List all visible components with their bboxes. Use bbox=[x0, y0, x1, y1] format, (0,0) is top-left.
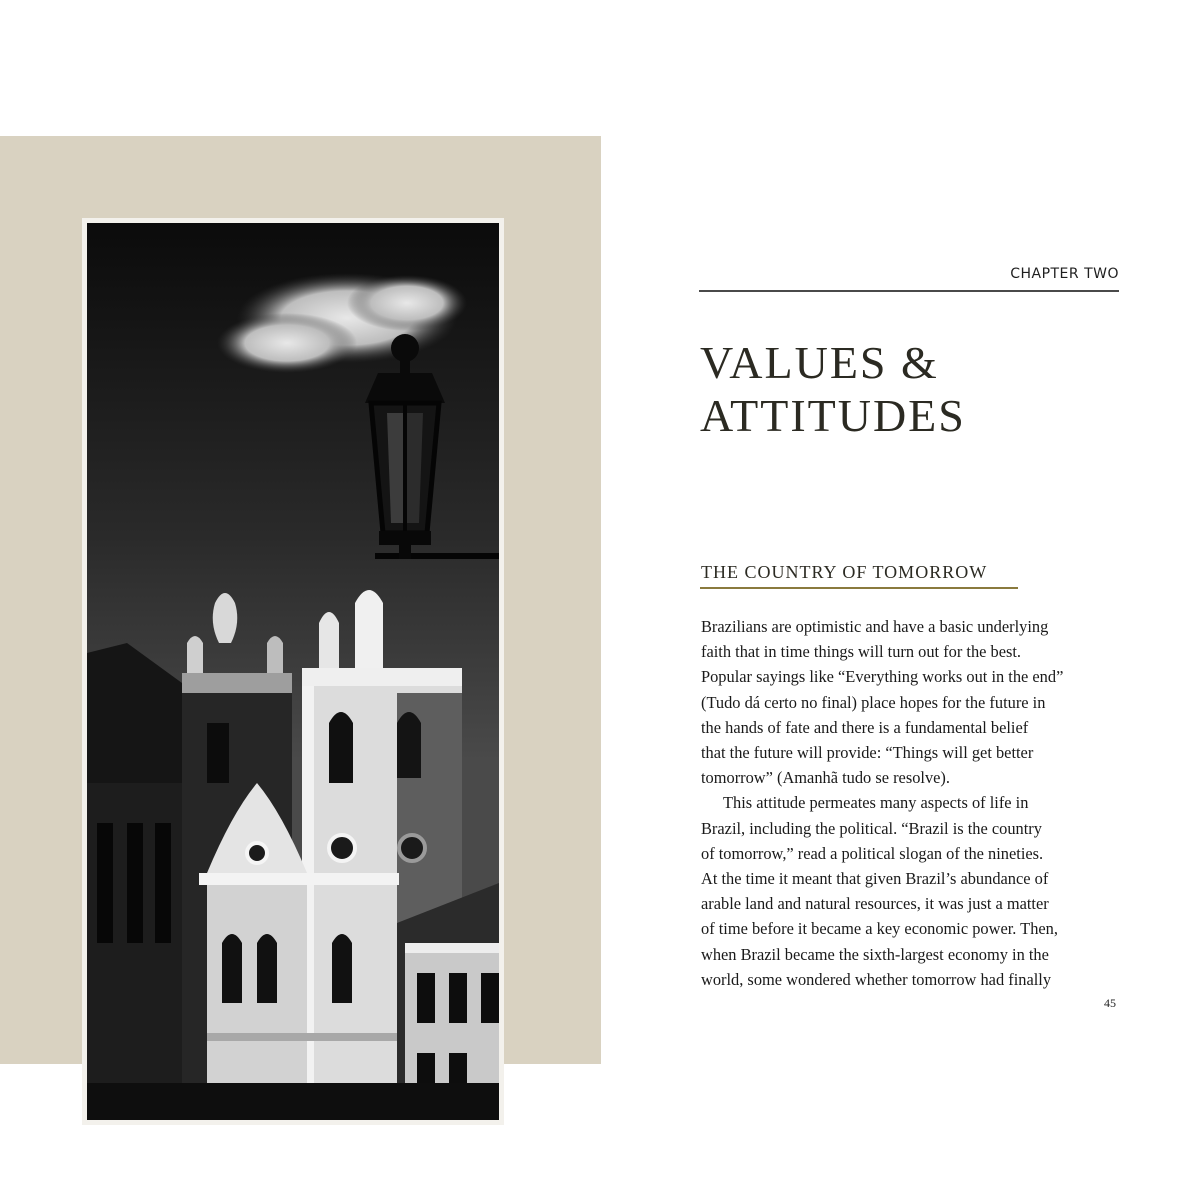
body-line: Brazil, including the political. “Brazil is the country bbox=[701, 818, 1042, 838]
body-line: At the time it meant that given Brazil’s abundance of bbox=[701, 869, 1049, 889]
body-line: world, some wondered whether tomorrow had finally bbox=[701, 969, 1052, 989]
page-number: 45 bbox=[1104, 996, 1116, 1010]
body-line: of time before it became a key economic power. Then, bbox=[701, 919, 1058, 939]
body-line: that the future will provide: “Things will get better bbox=[701, 743, 1034, 763]
chapter-rule bbox=[699, 290, 1119, 292]
body-text bbox=[701, 614, 1131, 992]
photo-frame bbox=[82, 218, 504, 1125]
body-line: (Tudo dá certo no final) place hopes for the future in bbox=[701, 692, 1046, 712]
left-page bbox=[0, 136, 601, 1064]
chapter-title-line: ATTITUDES bbox=[700, 390, 966, 441]
body-line: This attitude permeates many aspects of life in bbox=[723, 793, 1029, 813]
body-line: tomorrow” (Amanhã tudo se resolve). bbox=[701, 768, 950, 788]
chapter-title bbox=[700, 336, 1120, 442]
chapter-title-line: VALUES & bbox=[700, 337, 939, 388]
body-line: arable land and natural resources, it was just a matter bbox=[701, 894, 1049, 914]
section-heading-underline bbox=[700, 587, 1018, 589]
body-line: Popular sayings like “Everything works out in the end” bbox=[701, 667, 1064, 687]
body-line: the hands of fate and there is a fundamental belief bbox=[701, 717, 1029, 737]
section-heading: THE COUNTRY OF TOMORROW bbox=[701, 562, 988, 582]
body-line: faith that in time things will turn out for the best. bbox=[701, 642, 1022, 662]
body-line: when Brazil became the sixth-largest economy in the bbox=[701, 944, 1049, 964]
body-line: of tomorrow,” read a political slogan of the nineties. bbox=[701, 843, 1044, 863]
church-photo bbox=[87, 223, 499, 1120]
body-line: Brazilians are optimistic and have a basic underlying bbox=[701, 617, 1049, 636]
chapter-label: CHAPTER TWO bbox=[1010, 266, 1119, 282]
right-page bbox=[601, 136, 1200, 1064]
